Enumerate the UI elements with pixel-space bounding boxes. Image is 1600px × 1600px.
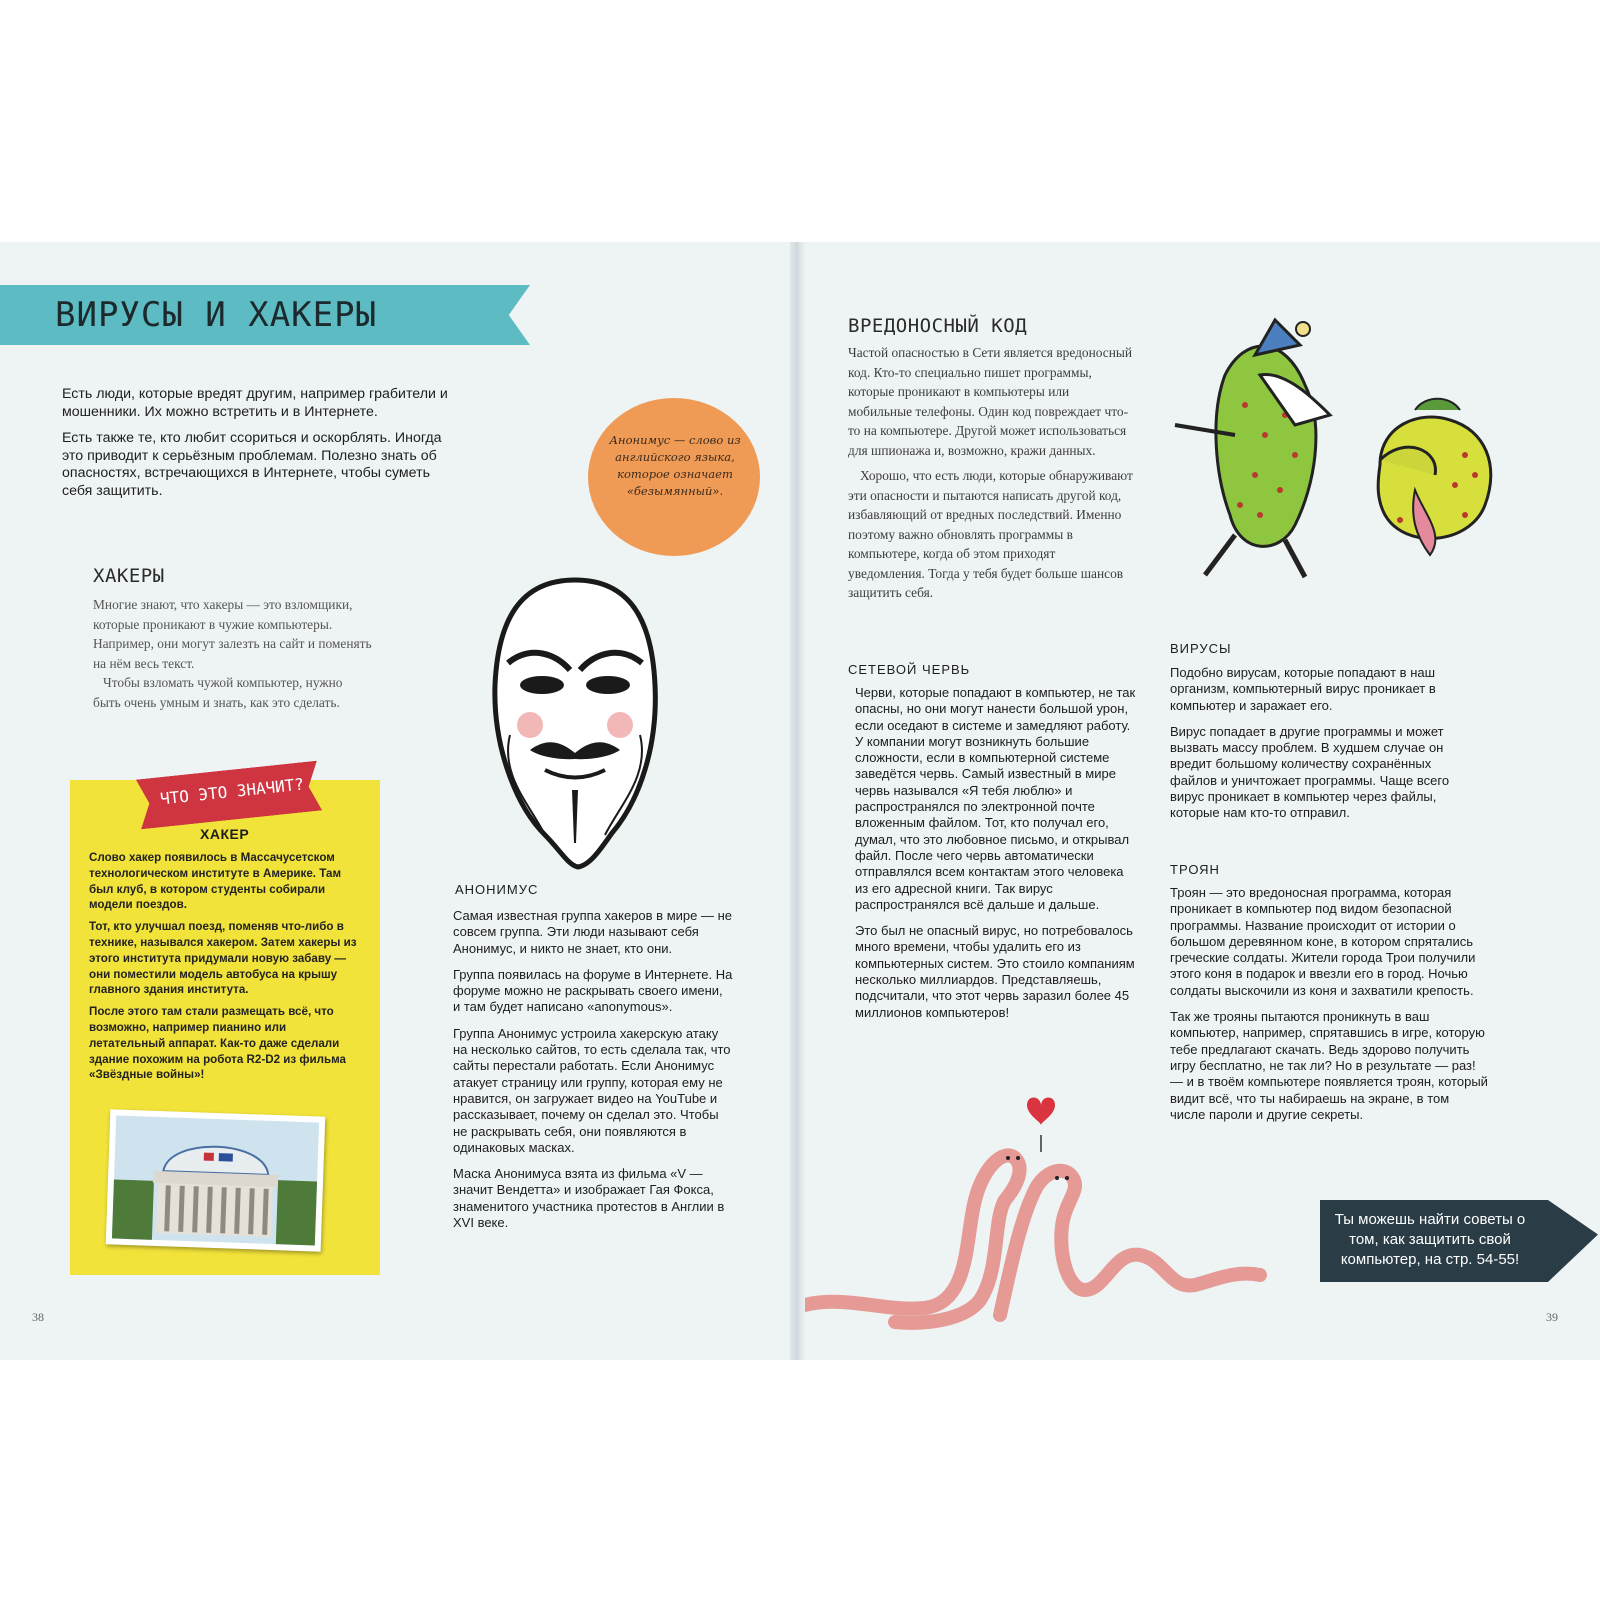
malware-paragraph: Хорошо, что есть люди, которые обнаруживают эти опасности и пытаются написать другой код, избавляющий от вредных последствий. Именно поэтому важно обновлять программы в компьютере, когда об этом приходят уведомления. Тогда у тебя будет больше шансов защитить себя. xyxy=(848,468,1133,600)
worm-paragraph: Черви, которые попадают в компьютер, не так опасны, но они могут нанести большой урон, если оседают в системе и замедляют работу. У компании могут возникнуть большие сложности, если в компьютерной системе заведётся червь. Самый известный в мире червь назывался «Я тебя люблю» и распространялся по электронной почте вложенным файлом. Тот, кто получал его, думал, что это любовное письмо, и открывал файл. После чего червь автоматически отправлялся всем контактам этого человека из его адресной книги. Так вирус распространялся всё дальше и дальше. xyxy=(855,685,1136,912)
malware-text xyxy=(848,343,1133,603)
malware-paragraph: Частой опасностью в Сети является вредоносный код. Кто-то специально пишет программы, которые проникают в компьютеры или мобильные телефоны. Один код повреждает что-то на компьютере. Другой может использоваться для шпионажа и, возможно, кражи данных. xyxy=(848,345,1133,458)
anonymous-paragraph: Самая известная группа хакеров в мире — не совсем группа. Эти люди называют себя Анонимус, и никто не знает, кто они. xyxy=(453,908,732,956)
viruses-heading: ВИРУСЫ xyxy=(1170,641,1232,656)
anonymous-heading: АНОНИМУС xyxy=(455,882,539,897)
trojan-heading: ТРОЯН xyxy=(1170,862,1220,877)
trojan-paragraph: Троян — это вредоносная программа, которая проникает в компьютер под видом безопасной программы. Название происходит от истории о большом деревянном коне, в котором спрятались греческие солдаты. Жители города Трои получили этого коня в подарок и ввезли его в город. Ночью солдаты выскочили из коня и захватили крепость. xyxy=(1170,885,1476,998)
definition-box-text xyxy=(89,850,365,1089)
virus-monsters-illustration xyxy=(1165,315,1525,595)
worm-text xyxy=(855,685,1140,1031)
heart-icon xyxy=(1027,1098,1055,1126)
page-number-right: 39 xyxy=(1546,1310,1558,1324)
viruses-paragraph: Вирус попадает в другие программы и может вызвать массу проблем. В худшем случае он вредит большому количеству сохранённых файлов и уничтожает программы. Чаще всего вирус проникает в компьютер через файлы, которые нам кто-то отправил. xyxy=(1170,723,1450,821)
definition-bubble-text: Анонимус — слово из английского языка, которое означает «безымянный». xyxy=(609,433,741,498)
definition-box-paragraph: Слово хакер появилось в Массачусетском технологическом институте в Америке. Там был клуб, в котором студенты собирали модели поездов. xyxy=(89,851,342,912)
definition-box-paragraph: Тот, кто улучшал поезд, поменяв что-либо в технике, назывался хакером. Затем хакеры из этого института придумали новую забаву — они поместили модель автобуса на крышу главного здания института. xyxy=(89,920,357,997)
anonymous-paragraph: Группа появилась на форуме в Интернете. На форуме можно не раскрывать своего имени, и там будет написано «anonymous». xyxy=(453,966,733,1015)
intro-paragraph: Есть люди, которые вредят другим, например грабители и мошенники. Их можно встретить и в Интернете. xyxy=(62,386,448,420)
anonymous-paragraph: Маска Анонимуса взята из фильма «V — значит Вендетта» и изображает Гая Фокса, знаменитого участника протестов в Англии в XVI веке. xyxy=(453,1166,725,1231)
worm-heading: СЕТЕВОЙ ЧЕРВЬ xyxy=(848,662,971,677)
definition-box-paragraph: После этого там стали размещать всё, что возможно, например пианино или летательный аппарат. Как-то даже сделали здание похожим на робота R2-D2 из фильма «Звёздные войны»! xyxy=(89,1005,347,1082)
anonymous-text xyxy=(453,908,733,1241)
trojan-paragraph: Так же трояны пытаются проникнуть в ваш компьютер, например, спрятавшись в игре, которую тебе предлагают скачать. Ведь здорово получить игру бесплатно, не так ли? Но в результате — раз! — и в твоём компьютере появляется троян, который видит всё, что ты набираешь на экране, в том числе пароли и другие секреты. xyxy=(1170,1009,1488,1122)
hackers-text xyxy=(93,595,373,712)
building-image xyxy=(106,1109,326,1251)
viruses-paragraph: Подобно вирусам, которые попадают в наш организм, компьютерный вирус проникает в компьютер и заражает его. xyxy=(1170,665,1436,713)
definition-box-heading: ХАКЕР xyxy=(200,826,250,842)
tip-callout-text: Ты можешь найти советы о том, как защитить свой компьютер, на стр. 54-55! xyxy=(1334,1211,1526,1268)
page-number-left: 38 xyxy=(32,1310,44,1324)
anonymous-paragraph: Группа Анонимус устроила хакерскую атаку на несколько сайтов, то есть сделала так, что сайты перестали работать. Если Анонимус атакует страницу или группу, которая ему не нравится, он загружает видео на YouTube и рассказывает, почему он сделал это. Чтобы не раскрывать себя, они появляются в одинаковых масках. xyxy=(453,1025,731,1155)
trojan-text xyxy=(1170,885,1488,1133)
building-photo xyxy=(106,1109,326,1251)
definition-ribbon-label: ЧТО ЭТО ЗНАЧИТ? xyxy=(159,774,305,809)
intro-paragraph: Есть также те, кто любит ссориться и оскорблять. Иногда это приводит к серьёзным проблемам. Полезно знать об опасностях, встречающихся в Интернете, чтобы суметь себя защитить. xyxy=(62,430,442,499)
book-gutter xyxy=(790,242,806,1360)
hackers-heading: ХАКЕРЫ xyxy=(93,565,165,587)
malware-heading: ВРЕДОНОСНЫЙ КОД xyxy=(848,315,1028,337)
hackers-paragraph: Многие знают, что хакеры — это взломщики, которые проникают в чужие компьютеры. Например, они могут залезть на сайт и поменять на нём весь текст. xyxy=(93,597,372,671)
anonymous-mask-illustration xyxy=(490,575,660,875)
intro-text xyxy=(62,386,462,509)
page-title: ВИРУСЫ И ХАКЕРЫ xyxy=(55,295,378,335)
worm-paragraph: Это был не опасный вирус, но потребовалось много времени, чтобы удалить его из компьютерных систем. Это стоило компаниям несколько миллиардов. Представляешь, подсчитали, что этот червь заразил более 45 миллионов компьютеров! xyxy=(855,923,1135,1020)
hackers-paragraph: Чтобы взломать чужой компьютер, нужно быть очень умным и знать, как это сделать. xyxy=(93,675,343,710)
viruses-text xyxy=(1170,665,1480,832)
